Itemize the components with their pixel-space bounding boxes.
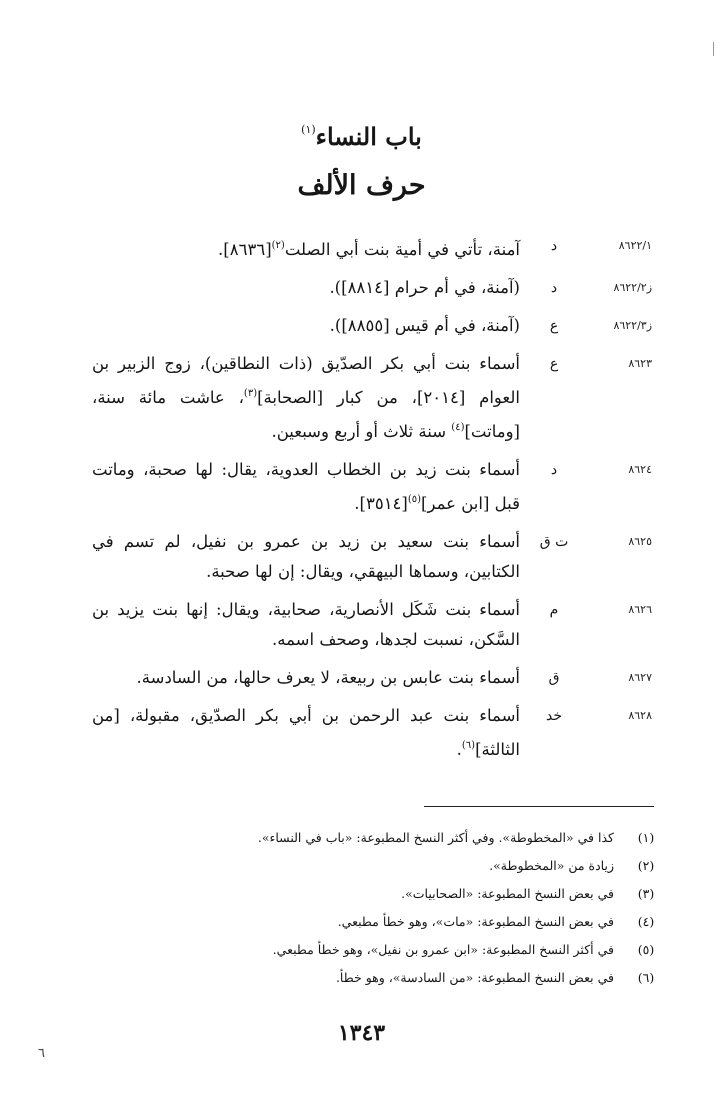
entry-text: أسماء بنت أبي بكر الصدّيق (ذات النطاقين)، زوج الزبير بن العوام [٢٠١٤]، من كبار [الصحابة]$^{(٣)}$، عاشت مائة سنة، [وماتت]$^{(٤)}$ سنة ثلاث أو أربع وسبعين. bbox=[92, 354, 521, 441]
entry-source-codes: م bbox=[549, 602, 559, 618]
entry-row bbox=[92, 228, 652, 268]
entry-text: أسماء بنت عبد الرحمن بن أبي بكر الصدّيق، مقبولة، [من الثالثة]$^{(٦)}$. bbox=[92, 706, 520, 759]
entry-text: أسماء بنت زيد بن الخطاب العدوية، يقال: لها صحبة، وماتت قبل [ابن عمر]$^{(٥)}$[٣٥١٤]. bbox=[92, 460, 520, 513]
entry-row bbox=[92, 660, 652, 696]
page-corner-mark bbox=[706, 42, 714, 56]
entry-row bbox=[92, 270, 652, 306]
footnote-text: في بعض النسخ المطبوعة: «من السادسة»، وهو خطأ. bbox=[335, 970, 614, 985]
footnote-item bbox=[100, 936, 660, 964]
entry-number: ز٨٦٢٢/٢ bbox=[613, 281, 652, 294]
entry-row bbox=[92, 308, 652, 344]
footnote-number: (٥) bbox=[637, 942, 655, 957]
footnote-item bbox=[100, 824, 660, 852]
entry-row bbox=[92, 524, 652, 590]
page-number: ١٣٤٣ bbox=[337, 1020, 386, 1046]
entry-text: أسماء بنت سعيد بن زيد بن عمرو بن نفيل، لم تسم في الكتابين، وسماها البيهقي، ويقال: إن لها صحبة. bbox=[92, 532, 520, 581]
entry-source-codes: د bbox=[550, 462, 558, 478]
entry-source-codes: ع bbox=[549, 356, 559, 372]
bottom-page-mark: ٦ bbox=[38, 1046, 45, 1061]
entry-text: أسماء بنت شَكَل الأنصارية، صحابية، ويقال: إنها بنت يزيد بن السَّكن، نسبت لجدها، وصحف اسمه. bbox=[92, 600, 520, 649]
entry-number: ز٨٦٢٢/٣ bbox=[613, 319, 652, 332]
footnote-number: (٦) bbox=[637, 970, 655, 985]
footnote-text: في أكثر النسخ المطبوعة: «ابن عمرو بن نفيل»، وهو خطأ مطبعي. bbox=[272, 942, 614, 957]
entry-row bbox=[92, 592, 652, 658]
entry-number: ٨٦٢٦ bbox=[628, 603, 652, 616]
footnote-number: (٢) bbox=[637, 858, 655, 873]
footnote-text: زيادة من «المخطوطة». bbox=[489, 858, 614, 873]
entry-text: آمنة، تأتي في أمية بنت أبي الصلت$^{(٢)}$[٨٦٣٦]. bbox=[218, 240, 520, 259]
entry-row bbox=[92, 346, 652, 450]
section-title bbox=[0, 110, 723, 157]
footnote-item bbox=[100, 852, 660, 880]
footnote-text: في بعض النسخ المطبوعة: «الصحابيات». bbox=[401, 886, 614, 901]
entry-source-codes: خد bbox=[545, 708, 562, 724]
entry-number: ٨٦٢٢/١ bbox=[618, 239, 652, 252]
entry-number: ٨٦٢٥ bbox=[628, 535, 652, 548]
footnote-number: (١) bbox=[637, 830, 655, 845]
footnote-item bbox=[100, 908, 660, 936]
entry-text: (آمنة، في أم حرام [٨٨١٤]). bbox=[329, 278, 520, 297]
entry-number: ٨٦٢٤ bbox=[628, 463, 652, 476]
footnote-text: كذا في «المخطوطة». وفي أكثر النسخ المطبوعة: «باب في النساء». bbox=[257, 830, 614, 845]
section-title-text: باب النساء bbox=[315, 122, 422, 151]
footnote-text: في بعض النسخ المطبوعة: «مات»، وهو خطأ مطبعي. bbox=[337, 914, 614, 929]
entry-text: (آمنة، في أم قيس [٨٨٥٥]). bbox=[329, 316, 520, 335]
footnote-separator bbox=[424, 806, 654, 807]
entry-source-codes: د bbox=[550, 280, 558, 296]
footnote-number: (٣) bbox=[637, 886, 655, 901]
entry-source-codes: ق bbox=[548, 670, 560, 686]
entry-row bbox=[92, 452, 652, 522]
entry-text: أسماء بنت عابس بن ربيعة، لا يعرف حالها، من السادسة. bbox=[136, 668, 520, 687]
entry-source-codes: ع bbox=[549, 318, 559, 334]
footnote-number: (٤) bbox=[637, 914, 655, 929]
entry-number: ٨٦٢٧ bbox=[628, 671, 652, 684]
entry-number: ٨٦٢٨ bbox=[628, 709, 652, 722]
footnote-item bbox=[100, 880, 660, 908]
entry-source-codes: د bbox=[550, 238, 558, 254]
footnote-item bbox=[100, 964, 660, 992]
footnotes-list bbox=[100, 824, 660, 992]
entry-number: ٨٦٢٣ bbox=[628, 357, 652, 370]
entry-row bbox=[92, 698, 652, 768]
section-title-footnote-ref: (١) bbox=[301, 123, 316, 136]
letter-title: حرف الألف bbox=[297, 170, 426, 201]
entries-list bbox=[92, 228, 652, 770]
entry-source-codes: ت ق bbox=[539, 534, 569, 550]
